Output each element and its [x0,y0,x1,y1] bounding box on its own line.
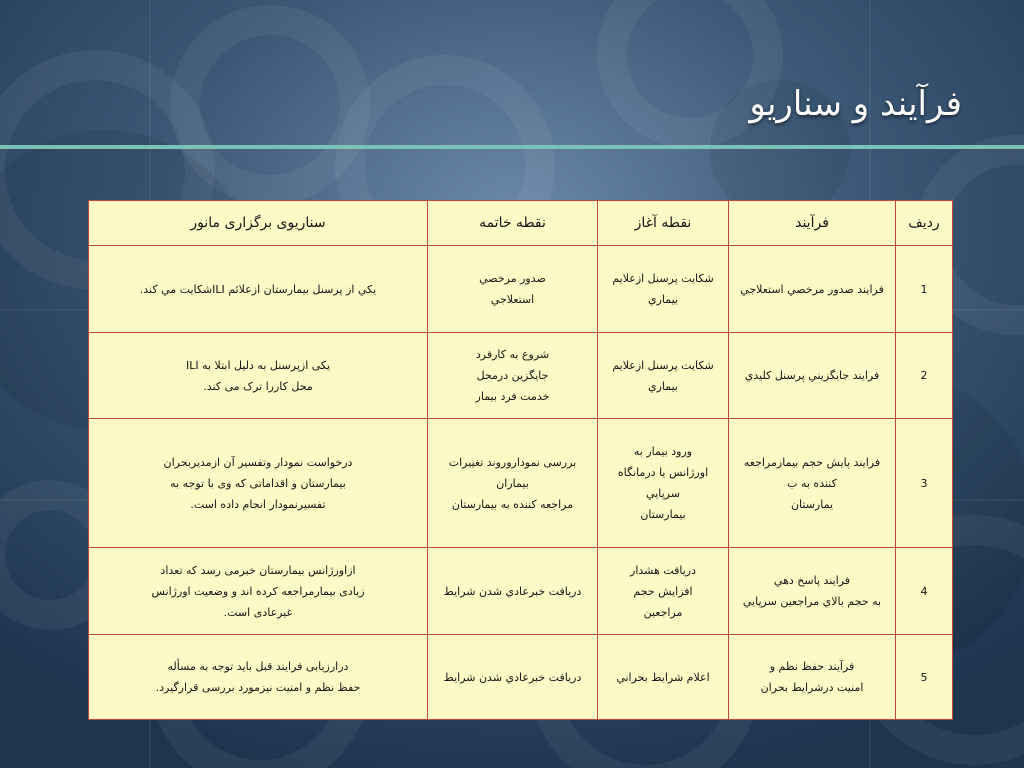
process-cell [729,333,896,419]
row-number: 3 [920,476,928,490]
scenario-cell [89,419,428,548]
row-number: 1 [920,282,928,296]
end-point-cell [428,419,598,548]
start-point-cell [598,548,729,635]
table-header-row [89,201,953,246]
process-text: فرآیند حفظ نظم و امنیت درشرایط بحران [760,660,864,694]
slide-title: فرآیند و سناریو [749,84,962,124]
end-point-cell [428,635,598,720]
start-point-text: دريافت هشدار افزايش حجم مراجعين [630,563,696,619]
process-text: فرايند پايش حجم بيمارمراجعه کننده به ب يمارستان [743,455,881,511]
scenario-cell [89,635,428,720]
scenario-cell [89,548,428,635]
row-number-cell [896,246,953,333]
header-start-point: نقطه آغاز [598,201,729,246]
header-scenario: سناریوی برگزاری مانور [89,201,428,246]
end-point-text: صدور مرخصي استعلاجي [479,272,546,306]
scenario-text: درارزیابی فرایند قبل باید توجه به مسأله حفظ نظم و امنیت نیزمورد بررسی قرارگیرد. [155,660,361,694]
start-point-text: شکايت پرسنل ازعلايم بيماري [612,358,714,393]
header-row-number: رديف [896,201,953,246]
scenario-table [88,200,953,720]
scenario-text: یکی ازپرسنل به دلیل ابتلا به ILI محل کاررا ترک می کند. [185,358,331,393]
process-text: فرايند پاسخ دهي به حجم بالاي مراجعين سرپايي [742,574,882,608]
end-point-text: دريافت خبرعادي شدن شرايط [443,584,582,598]
start-point-text: ورود بيمار به اورژانس يا درمانگاه سرپايي بيمارستان [617,445,709,521]
process-cell [729,635,896,720]
end-point-cell [428,333,598,419]
title-rule [0,145,1024,149]
header-end-point: نقطه خاتمه [428,201,598,246]
start-point-cell [598,635,729,720]
process-text: فرايند جايگزيني پرسنل کليدي [744,369,880,382]
end-point-text: دريافت خبرعادي شدن شرايط [443,670,582,684]
start-point-text: شکايت پرسنل ازعلايم بيماري [612,272,714,306]
process-cell [729,548,896,635]
start-point-cell [598,419,729,548]
header-process: فرآیند [729,201,896,246]
start-point-text: اعلام شرايط بحراني [616,670,710,684]
process-cell [729,246,896,333]
process-cell [729,419,896,548]
start-point-cell [598,333,729,419]
end-point-text: شروع به کارفرد جایگزین درمحل خدمت فرد بیمار [475,348,550,403]
table-row [89,246,953,333]
row-number-cell [896,333,953,419]
scenario-text: ازاورژانس بیمارستان خبرمی رسد که تعداد زیادی بیمارمراجعه کرده اند و وضعیت اورژانس غیرعادی است. [151,563,365,619]
end-point-cell [428,246,598,333]
end-point-cell [428,548,598,635]
row-number-cell [896,419,953,548]
row-number-cell [896,635,953,720]
scenario-text: يکي از پرسنل بيمارستان ازعلائم ILIشکايت مي کند. [139,282,377,296]
row-number: 2 [920,369,928,382]
start-point-cell [598,246,729,333]
scenario-cell [89,246,428,333]
table-row [89,548,953,635]
scenario-text: درخواست نمودار وتفسیر آن ازمدیربحران بیمارستان و اقداماتی که وی با توجه به تفسیرنمودار انجام داده است. [163,455,353,511]
row-number: 5 [920,670,928,684]
table-row [89,635,953,720]
table-row [89,419,953,548]
table-row [89,333,953,419]
row-number: 4 [920,584,928,598]
scenario-cell [89,333,428,419]
row-number-cell [896,548,953,635]
end-point-text: بررسی نموداروروند تغییرات بیماران مراجعه کننده به بیمارستان [448,455,577,511]
process-text: فرايند صدور مرخصي استعلاجي [740,282,884,296]
